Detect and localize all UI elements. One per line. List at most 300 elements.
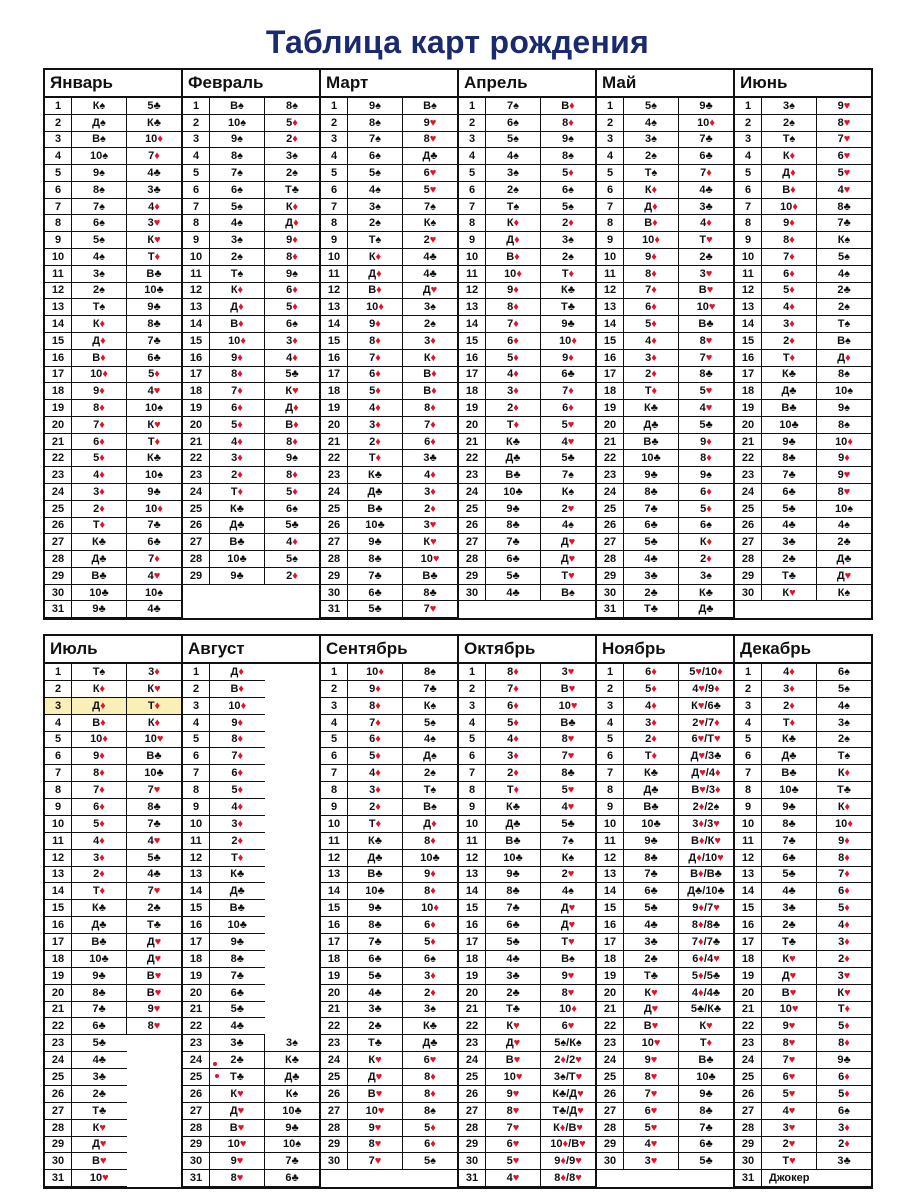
- day-number: 7: [597, 199, 624, 216]
- table-row: [735, 883, 871, 900]
- table-row: [597, 568, 733, 585]
- birth-card: 10♣: [72, 585, 127, 602]
- day-number: 30: [45, 1153, 72, 1170]
- birth-card: Д ♥: [486, 1035, 541, 1052]
- birth-card: Т ♦: [348, 450, 403, 467]
- birth-card: 2 ♦: [486, 765, 541, 782]
- birth-card: 9 ♥: [210, 1153, 265, 1170]
- table-row: [459, 417, 595, 434]
- month-column: [183, 70, 321, 618]
- day-number: 19: [735, 400, 762, 417]
- second-card: 7♣: [403, 681, 457, 698]
- second-card: 3 ♥: [127, 215, 181, 232]
- birth-card: 9♠: [348, 98, 403, 115]
- table-row: [45, 1153, 181, 1170]
- birth-card: 9 ♥: [624, 1052, 679, 1069]
- birth-card: 5 ♦: [72, 450, 127, 467]
- second-card: 6♠: [817, 1103, 871, 1120]
- month-name: Апрель: [459, 70, 595, 98]
- day-number: 1: [321, 98, 348, 115]
- table-row: [597, 232, 733, 249]
- table-row: [45, 182, 181, 199]
- day-number: 13: [459, 867, 486, 884]
- table-row: [597, 1153, 733, 1170]
- birth-card: 8 ♥: [210, 1170, 265, 1187]
- second-card: Д ♥: [403, 283, 457, 300]
- birth-card: 5 ♦: [210, 417, 265, 434]
- second-card: 6 ♦: [541, 400, 595, 417]
- birth-card: 8♠: [348, 115, 403, 132]
- birth-card: 6♣: [762, 850, 817, 867]
- day-number: 14: [597, 316, 624, 333]
- birth-card: 10♣: [210, 551, 265, 568]
- table-row: [183, 799, 319, 816]
- second-card: 5♠: [265, 551, 319, 568]
- second-card: [265, 917, 320, 934]
- birth-card: 4♣: [486, 585, 541, 602]
- table-row: [45, 215, 181, 232]
- birth-card: Д ♦: [210, 299, 265, 316]
- second-card: 5♠: [403, 1153, 457, 1170]
- day-number: 5: [735, 165, 762, 182]
- second-card: 7 ♥: [679, 350, 733, 367]
- birth-card: Д ♦: [762, 165, 817, 182]
- second-card: 7 ♥: [817, 132, 871, 149]
- birth-card: 8♠: [210, 148, 265, 165]
- table-row: [735, 316, 871, 333]
- birth-card: 7 ♥: [348, 1153, 403, 1170]
- birth-card: Т♠: [486, 199, 541, 216]
- table-row: [735, 968, 871, 985]
- second-card: 4 ♥: [817, 182, 871, 199]
- birth-card: 8 ♦: [762, 232, 817, 249]
- second-card: Д ♦ /10 ♥: [679, 850, 733, 867]
- second-card: 9♠: [265, 450, 319, 467]
- day-number: 11: [459, 266, 486, 283]
- second-card: Т♠: [403, 782, 457, 799]
- day-number: 10: [45, 816, 72, 833]
- table-row: [321, 266, 457, 283]
- birth-card: 9♣: [762, 799, 817, 816]
- day-number: 18: [735, 383, 762, 400]
- day-number: 19: [321, 968, 348, 985]
- day-number: 24: [183, 1052, 210, 1069]
- birth-card: 4 ♦: [486, 732, 541, 749]
- table-row: [45, 450, 181, 467]
- birth-card: Д ♥: [210, 1103, 265, 1120]
- table-row: [459, 900, 595, 917]
- table-row: [183, 299, 319, 316]
- day-number: 23: [321, 1035, 348, 1052]
- birth-card: 10 ♥: [348, 1103, 403, 1120]
- table-row: [321, 985, 457, 1002]
- day-number: 20: [321, 985, 348, 1002]
- table-row: [735, 215, 871, 232]
- day-number: 21: [459, 434, 486, 451]
- second-card: [265, 1018, 320, 1035]
- day-number: 8: [459, 782, 486, 799]
- second-card: 8♣: [127, 799, 181, 816]
- table-row: [183, 1052, 319, 1069]
- month-name: Ноябрь: [597, 636, 733, 664]
- birth-card: К♠: [72, 98, 127, 115]
- birth-card: В♠: [210, 98, 265, 115]
- birth-card: 8 ♦: [486, 299, 541, 316]
- day-number: 4: [597, 715, 624, 732]
- table-row: [45, 883, 181, 900]
- second-card: 2 ♦ /2♠: [679, 799, 733, 816]
- second-card: 8 ♥: [541, 985, 595, 1002]
- second-card: 2♠: [817, 299, 871, 316]
- birth-card: Д ♥: [762, 968, 817, 985]
- second-card: [541, 601, 596, 618]
- day-number: 20: [735, 985, 762, 1002]
- day-number: 14: [45, 316, 72, 333]
- day-number: 19: [45, 400, 72, 417]
- table-row: [735, 1035, 871, 1052]
- second-card: 8 ♦: [403, 1069, 457, 1086]
- day-number: 24: [45, 1052, 72, 1069]
- day-number: 23: [735, 467, 762, 484]
- second-card: 2 ♥: [541, 867, 595, 884]
- second-card: 9♠: [265, 266, 319, 283]
- second-card: 8♣: [403, 585, 457, 602]
- day-number: 27: [459, 1103, 486, 1120]
- birth-card: 8 ♦: [210, 732, 265, 749]
- day-number: 12: [45, 283, 72, 300]
- day-number: 4: [183, 148, 210, 165]
- second-card: 4♠: [817, 518, 871, 535]
- day-number: 14: [45, 883, 72, 900]
- second-card: 7♣: [817, 215, 871, 232]
- table-row: [183, 148, 319, 165]
- day-number: 3: [45, 698, 72, 715]
- second-card: 4♠: [541, 518, 595, 535]
- second-card: [265, 883, 320, 900]
- table-row: [735, 467, 871, 484]
- day-number: 4: [735, 715, 762, 732]
- birth-card: 9 ♦: [72, 748, 127, 765]
- day-number: 24: [597, 484, 624, 501]
- day-number: 11: [321, 833, 348, 850]
- day-number: 26: [321, 1086, 348, 1103]
- red-dot-marker: [213, 1062, 217, 1066]
- table-row: [321, 1069, 457, 1086]
- birth-card: Д ♦: [72, 333, 127, 350]
- day-number: 20: [597, 985, 624, 1002]
- birth-card: 7 ♦: [210, 748, 265, 765]
- day-number: 18: [459, 383, 486, 400]
- table-row: [45, 501, 181, 518]
- birth-card: 4 ♦: [762, 299, 817, 316]
- birth-card: 8 ♦: [72, 765, 127, 782]
- table-row: [735, 283, 871, 300]
- second-card: Т♠: [817, 316, 871, 333]
- table-row: [45, 715, 181, 732]
- day-number: 7: [183, 199, 210, 216]
- second-card: Д♣: [403, 148, 457, 165]
- day-number: 25: [183, 1069, 210, 1086]
- day-number: 17: [597, 367, 624, 384]
- second-card: 5 ♦: [679, 501, 733, 518]
- birth-card: 2 ♦: [624, 367, 679, 384]
- second-card: 5 ♥ /10 ♦: [679, 664, 733, 681]
- birth-card: Д♠: [72, 115, 127, 132]
- birth-card: Т ♦: [72, 883, 127, 900]
- day-number: 14: [735, 883, 762, 900]
- table-row: [597, 715, 733, 732]
- second-card: [265, 900, 320, 917]
- birth-card: 9 ♦: [210, 715, 265, 732]
- birth-card: 4♠: [210, 215, 265, 232]
- table-row: [735, 501, 871, 518]
- day-number: 5: [459, 165, 486, 182]
- table-row: [183, 518, 319, 535]
- birth-card: 3 ♥: [624, 1153, 679, 1170]
- birth-card: 3 ♥: [762, 1120, 817, 1137]
- birth-card: 10 ♥: [624, 1035, 679, 1052]
- day-number: 16: [459, 350, 486, 367]
- day-number: 22: [459, 450, 486, 467]
- second-card: 5 ♦: [265, 299, 319, 316]
- table-row: [597, 985, 733, 1002]
- second-card: 5♣: [541, 816, 595, 833]
- second-card: 6 ♦: [265, 283, 319, 300]
- table-row: [597, 518, 733, 535]
- birth-card: 2♣: [486, 985, 541, 1002]
- table-row: [459, 1153, 595, 1170]
- table-row: [45, 98, 181, 115]
- second-card: [265, 698, 320, 715]
- second-card: 3 ♦: [265, 333, 319, 350]
- day-number: 14: [183, 883, 210, 900]
- table-row: [459, 850, 595, 867]
- table-row: [735, 148, 871, 165]
- birth-card: В♣: [348, 501, 403, 518]
- second-card: 3♠: [265, 1035, 319, 1052]
- second-card: 8 ♦: [817, 850, 871, 867]
- birth-card: Д♣: [486, 816, 541, 833]
- birth-card: Т ♦: [486, 782, 541, 799]
- table-row: [597, 951, 733, 968]
- second-card: [127, 1035, 182, 1052]
- birth-card: 10 ♦: [762, 199, 817, 216]
- second-card: [127, 1120, 182, 1137]
- day-number: 29: [597, 568, 624, 585]
- birth-card: В ♦: [348, 283, 403, 300]
- month-column: [183, 636, 321, 1187]
- birth-card: 2♠: [210, 249, 265, 266]
- birth-card: К♣: [72, 900, 127, 917]
- day-number: 19: [597, 400, 624, 417]
- birth-card: 10♣: [762, 782, 817, 799]
- birth-card: 8♣: [624, 850, 679, 867]
- second-card: Д ♥ /4 ♦: [679, 765, 733, 782]
- day-number: 22: [597, 450, 624, 467]
- second-card: 8♣: [679, 367, 733, 384]
- table-row: [321, 165, 457, 182]
- birth-card: Д♣: [210, 883, 265, 900]
- birth-card: 2♣: [762, 917, 817, 934]
- table-row: [45, 534, 181, 551]
- birth-card: 6 ♦: [624, 299, 679, 316]
- birth-card: 4 ♦: [762, 664, 817, 681]
- second-card: Т ♦: [127, 434, 181, 451]
- table-row: [459, 484, 595, 501]
- birth-card: 3 ♦: [624, 715, 679, 732]
- second-card: 10♠: [265, 1137, 319, 1154]
- table-row: [735, 867, 871, 884]
- second-card: [265, 985, 320, 1002]
- table-row: [597, 551, 733, 568]
- birth-card: 6♣: [348, 585, 403, 602]
- day-number: 5: [597, 732, 624, 749]
- table-row: [459, 1086, 595, 1103]
- birth-card: 7♣: [486, 900, 541, 917]
- birth-card: 10 ♦: [210, 698, 265, 715]
- table-row: [321, 551, 457, 568]
- table-row: [45, 249, 181, 266]
- second-card: В♣: [679, 316, 733, 333]
- second-card: 2 ♦: [403, 985, 457, 1002]
- table-row: [459, 816, 595, 833]
- birth-card: 5♠: [72, 232, 127, 249]
- table-row: [183, 1018, 319, 1035]
- second-card: 8 ♦: [403, 883, 457, 900]
- birth-card: 5 ♥: [762, 1086, 817, 1103]
- second-card: 5 ♦: [265, 484, 319, 501]
- day-number: 25: [735, 1069, 762, 1086]
- day-number: 16: [321, 917, 348, 934]
- birth-card: 7♣: [624, 501, 679, 518]
- second-card: 3♣: [403, 450, 457, 467]
- day-number: 9: [321, 799, 348, 816]
- table-row: [45, 816, 181, 833]
- month-column: [45, 636, 183, 1187]
- day-number: 6: [321, 748, 348, 765]
- table-row: [183, 782, 319, 799]
- second-card: 6♣: [541, 367, 595, 384]
- second-card: К ♥ /6♣: [679, 698, 733, 715]
- month-name: Март: [321, 70, 457, 98]
- table-row: [183, 115, 319, 132]
- day-number: 19: [321, 400, 348, 417]
- table-row: [183, 417, 319, 434]
- second-card: [265, 816, 320, 833]
- table-row: [735, 601, 871, 618]
- table-row: [183, 867, 319, 884]
- second-card: 9 ♦: [403, 867, 457, 884]
- table-row: [597, 850, 733, 867]
- table-row: [45, 568, 181, 585]
- day-number: 31: [459, 1170, 486, 1187]
- day-number: 17: [183, 367, 210, 384]
- day-number: 24: [735, 484, 762, 501]
- birth-card: В♣: [210, 534, 265, 551]
- birth-card: Т ♦: [210, 850, 265, 867]
- second-card: 9 ♦: [817, 450, 871, 467]
- second-card: В ♥: [127, 968, 181, 985]
- day-number: 30: [735, 585, 762, 602]
- table-row: [459, 316, 595, 333]
- table-row: [183, 215, 319, 232]
- table-row: [735, 182, 871, 199]
- second-card: В ♦: [265, 417, 319, 434]
- birth-card: 2♠: [348, 215, 403, 232]
- table-row: [735, 799, 871, 816]
- day-number: 3: [45, 132, 72, 149]
- table-row: [321, 299, 457, 316]
- birth-card: В ♥: [762, 985, 817, 1002]
- day-number: 18: [321, 951, 348, 968]
- second-card: 9 ♥: [127, 1002, 181, 1019]
- table-row: [459, 333, 595, 350]
- day-number: 1: [459, 664, 486, 681]
- second-card: 4 ♦ /4♣: [679, 985, 733, 1002]
- second-card: 2♠: [817, 732, 871, 749]
- day-number: 21: [735, 1002, 762, 1019]
- birth-card: [210, 601, 265, 618]
- day-number: 19: [735, 968, 762, 985]
- day-number: 2: [735, 681, 762, 698]
- second-card: К ♦: [265, 199, 319, 216]
- day-number: 3: [459, 698, 486, 715]
- second-card: Д ♦: [817, 350, 871, 367]
- second-card: 9♣: [679, 98, 733, 115]
- second-card: 8 ♦: [403, 400, 457, 417]
- birth-card: 10 ♦: [72, 732, 127, 749]
- day-number: 25: [735, 501, 762, 518]
- birth-card: 6♣: [486, 917, 541, 934]
- table-row: [183, 450, 319, 467]
- second-card: 5 ♦: [817, 1018, 871, 1035]
- table-row: [597, 968, 733, 985]
- table-row: [45, 951, 181, 968]
- second-card: 7♠: [403, 199, 457, 216]
- second-card: Д ♥: [127, 934, 181, 951]
- month-column: [459, 70, 597, 618]
- table-row: [321, 968, 457, 985]
- table-row: [459, 434, 595, 451]
- birth-card: Д♣: [762, 383, 817, 400]
- birth-card: 3 ♦: [762, 316, 817, 333]
- second-card: К ♥: [679, 1018, 733, 1035]
- day-number: 28: [45, 551, 72, 568]
- birth-card: 4 ♦: [348, 400, 403, 417]
- table-row: [321, 283, 457, 300]
- table-row: [321, 148, 457, 165]
- day-number: 28: [183, 551, 210, 568]
- day-number: 15: [321, 333, 348, 350]
- month-column: [459, 636, 597, 1187]
- second-card: 5 ♦: [403, 934, 457, 951]
- table-row: [45, 299, 181, 316]
- birth-card: 3♣: [624, 568, 679, 585]
- table-row: [459, 1052, 595, 1069]
- table-row: [45, 867, 181, 884]
- day-number: 27: [45, 534, 72, 551]
- table-row: [183, 900, 319, 917]
- day-number: 7: [183, 765, 210, 782]
- birth-card: 5♠: [348, 165, 403, 182]
- birth-card: 3♣: [624, 934, 679, 951]
- table-row: [597, 367, 733, 384]
- day-number: 31: [597, 601, 624, 618]
- day-number: 7: [735, 765, 762, 782]
- birth-card: К ♦: [72, 316, 127, 333]
- day-number: 15: [735, 900, 762, 917]
- day-number: 18: [459, 951, 486, 968]
